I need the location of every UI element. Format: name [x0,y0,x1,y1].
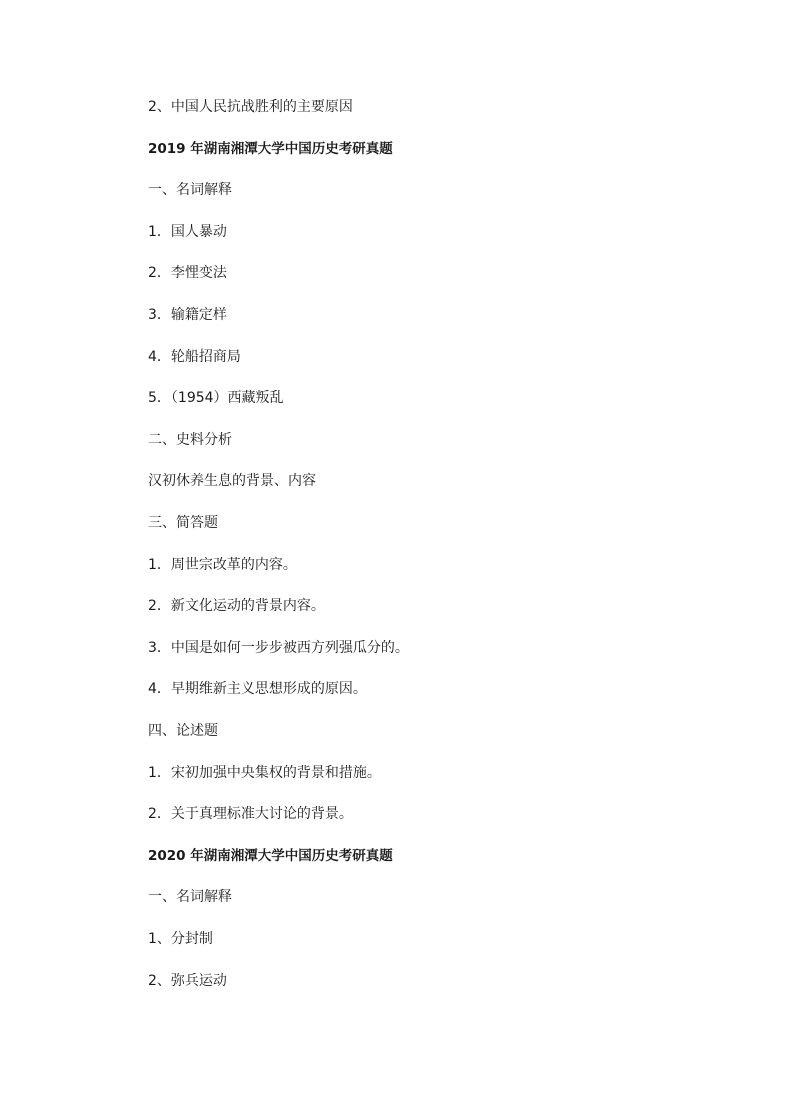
subsection-term-explanation: 一、名词解释 [148,889,232,905]
list-item: 4．轮船招商局 [148,349,241,365]
list-item: 2、弥兵运动 [148,973,227,989]
list-item: 汉初休养生息的背景、内容 [148,473,316,489]
subsection-essay: 四、论述题 [148,723,218,739]
list-item: 1．宋初加强中央集权的背景和措施。 [148,765,381,781]
list-item: 5．（1954）西藏叛乱 [148,390,284,406]
subsection-source-analysis: 二、史料分析 [148,432,232,448]
section-heading-2020: 2020 年湖南湘潭大学中国历史考研真题 [148,848,393,864]
list-item: 1、分封制 [148,931,213,947]
list-item: 3．中国是如何一步步被西方列强瓜分的。 [148,640,409,656]
list-item: 3．输籍定样 [148,307,227,323]
text-line-reason-victory: 2、中国人民抗战胜利的主要原因 [148,99,353,115]
section-heading-2019: 2019 年湖南湘潭大学中国历史考研真题 [148,141,393,157]
list-item: 4．早期维新主义思想形成的原因。 [148,681,367,697]
subsection-short-answer: 三、简答题 [148,515,218,531]
subsection-term-explanation: 一、名词解释 [148,182,232,198]
list-item: 1．国人暴动 [148,224,227,240]
list-item: 1．周世宗改革的内容。 [148,557,297,573]
list-item: 2．李悝变法 [148,265,227,281]
list-item: 2．新文化运动的背景内容。 [148,598,325,614]
list-item: 2．关于真理标准大讨论的背景。 [148,806,353,822]
